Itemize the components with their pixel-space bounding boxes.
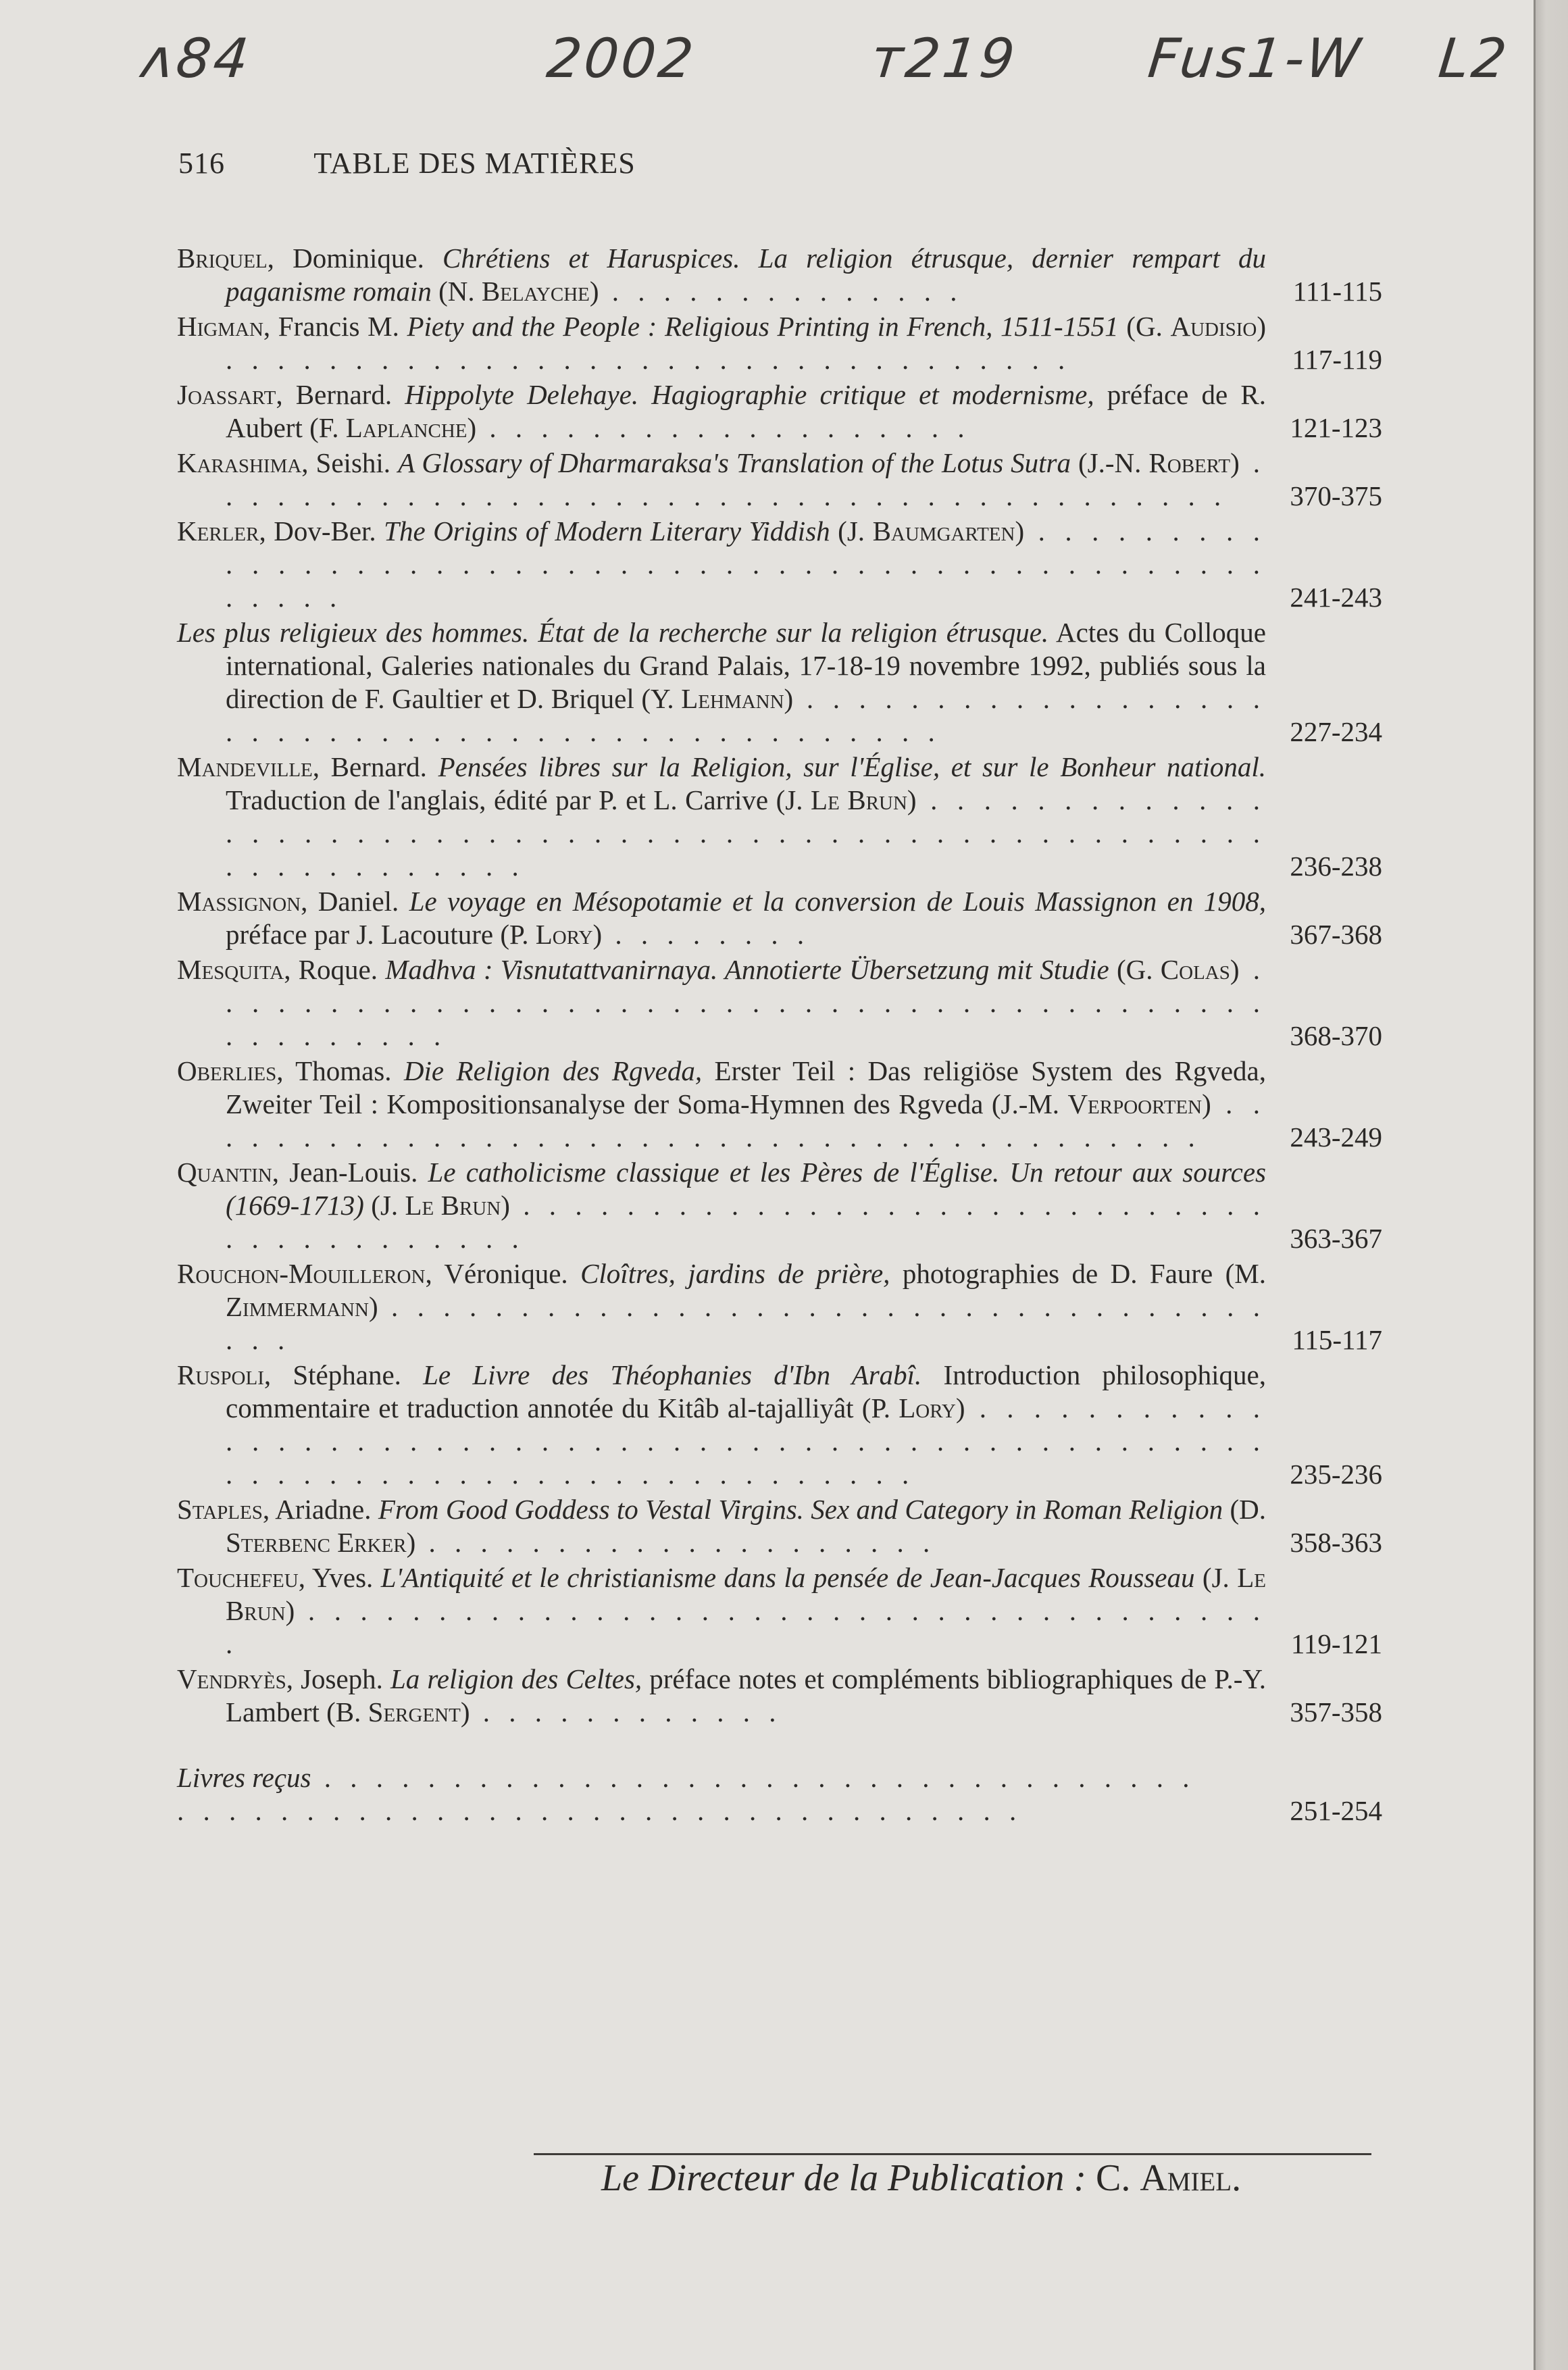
entry-reviewer: Sterbenc Erker	[226, 1527, 407, 1558]
entry-tail: photographies de D. Faure (M.	[890, 1258, 1267, 1289]
entry-reviewer: Lory	[535, 919, 593, 950]
entry-reviewer: Zimmermann	[226, 1291, 369, 1322]
toc-entry	[177, 1561, 1382, 1661]
entry-leader: . . . . . . . . . . . . . . . . . . . . . . . . . . . . . . . . . . . . . . . . . . . . . . . . . . . . . . . . . . . . . . . . . . . . . . . . . . . . . .	[226, 1392, 1266, 1490]
entry-author-rest: , Véronique.	[425, 1258, 581, 1289]
entry-title: Hippolyte Delehaye. Hagiographie critique et modernisme,	[405, 379, 1094, 410]
entry-author: Mandeville	[177, 751, 313, 782]
toc-entry	[177, 616, 1382, 749]
entry-text	[177, 885, 1266, 951]
handwritten-mark-3: ᴛ219	[868, 27, 1021, 90]
entry-close: )	[460, 1696, 470, 1728]
entry-title: La religion des Celtes,	[390, 1663, 642, 1694]
entry-reviewer: Le Brun	[226, 1562, 1266, 1626]
entry-text	[177, 1663, 1266, 1729]
director-label: Le Directeur de la Publication :	[601, 2157, 1086, 2199]
entry-close: )	[907, 784, 917, 815]
page-title: TABLE DES MATIÈRES	[313, 147, 636, 180]
toc-entry	[177, 515, 1382, 614]
entry-tail: préface par J. Lacouture (P.	[226, 919, 536, 950]
entry-author-rest: , Francis M.	[263, 311, 407, 342]
entry-close: )	[467, 412, 477, 443]
toc-entry	[177, 310, 1382, 376]
entry-title: Die Religion des Rgveda,	[403, 1055, 703, 1086]
entry-leader: . . . . . . . . . . . . . . . . . . . . . . . . . . . . . . . . . . . . . . . . . . . . . . . . . .	[226, 954, 1267, 1051]
entry-author-rest: , Bernard.	[276, 379, 405, 410]
entry-close: )	[1015, 515, 1025, 547]
entry-author-rest: , Roque.	[284, 954, 386, 985]
toc-entry	[177, 1359, 1382, 1491]
director-name: Amiel.	[1140, 2157, 1242, 2199]
entry-leader: . . . . . . . . . . . . . . . . . . . . . . . . . . . . . . . . . . . . . .	[226, 1595, 1266, 1659]
entry-tail: (N.	[431, 276, 482, 307]
entry-author-rest: , Dominique.	[267, 243, 443, 274]
entry-pages: 357-358	[1290, 1696, 1382, 1728]
entry-pages: 119-121	[1290, 1628, 1382, 1659]
entry-title: Madhva : Visnutattvanirnaya. Annotierte Übersetzung mit Studie	[385, 954, 1109, 985]
entry-author: Staples	[177, 1494, 263, 1525]
entry-text	[177, 447, 1266, 513]
entry-text	[177, 1156, 1266, 1255]
entry-text	[177, 242, 1266, 308]
entry-title: The Origins of Modern Literary Yiddish	[384, 515, 830, 547]
entry-author-rest: , Yves.	[298, 1562, 381, 1593]
entry-pages: 117-119	[1292, 344, 1382, 375]
toc-entry	[177, 242, 1382, 308]
entry-author-rest: , Daniel.	[301, 886, 409, 917]
entry-title: Le voyage en Mésopotamie et la conversion de Louis Massignon en 1908,	[409, 886, 1266, 917]
entry-leader: . . . . . . . . . . . .	[470, 1696, 782, 1728]
entry-author-rest: , Dov-Ber.	[259, 515, 384, 547]
entry-title: Pensées libres sur la Religion, sur l'Église, et sur le Bonheur national.	[438, 751, 1266, 782]
entry-tail: (J.	[1194, 1562, 1238, 1593]
entry-text	[177, 751, 1266, 883]
entry-close: )	[285, 1595, 295, 1626]
toc-entry	[177, 378, 1382, 445]
entry-leader: . . . . . . . . . . . . . . . . . . . . . . . . . . . . . . . . . . . . .	[226, 1291, 1266, 1355]
entry-text	[177, 1359, 1266, 1491]
entry-text	[177, 515, 1266, 614]
entry-leader: . . . . . . . . . . . . . . . . . . . . . . . . . . . . . . . . . . . . . . . . . . . . . . . . . . . . . . . . . . . . . . . . .	[226, 784, 1266, 882]
toc-entry	[177, 751, 1382, 883]
entry-leader: . . . . . . . . . . . . . . . . . . . . . . . . . . . . . . . . .	[226, 344, 1071, 375]
toc-entry	[177, 885, 1382, 951]
entry-author: Joassart	[177, 379, 276, 410]
entry-close: )	[592, 919, 603, 950]
entry-text	[177, 310, 1266, 376]
entry-pages: 121-123	[1290, 412, 1382, 443]
entry-author-rest: , Stéphane.	[263, 1359, 424, 1390]
page-number: 516	[178, 147, 225, 180]
entry-reviewer: Le Brun	[405, 1190, 501, 1221]
entry-close: )	[406, 1527, 416, 1558]
entry-title: Le Livre des Théophanies d'Ibn Arabî.	[423, 1359, 922, 1390]
entry-pages: 111-115	[1292, 276, 1382, 307]
entry-close: )	[1257, 311, 1267, 342]
entry-tail: Introduction philosophique, commentaire et traduction annotée du Kitâb al-tajalliyât (P.	[226, 1359, 1266, 1423]
entry-close: )	[368, 1291, 378, 1322]
toc-entry	[177, 953, 1382, 1053]
entry-close: )	[1230, 447, 1240, 478]
entry-author-rest: , Joseph.	[286, 1663, 390, 1694]
entry-pages: 115-117	[1292, 1324, 1382, 1355]
entry-title: L'Antiquité et le christianisme dans la pensée de Jean-Jacques Rousseau	[380, 1562, 1195, 1593]
entry-reviewer: Audisio	[1170, 311, 1257, 342]
entry-author-rest: , Thomas.	[276, 1055, 404, 1086]
entry-tail: Actes du Colloque international, Galeries nationales du Grand Palais, 17-18-19 novembre 1992, publiés sous la direction de F. Gaultier et D. Briquel (Y.	[226, 617, 1266, 714]
toc-entry	[177, 447, 1382, 513]
entry-close: )	[784, 683, 794, 714]
toc-entry	[177, 1055, 1382, 1154]
table-of-contents	[177, 242, 1382, 1827]
entry-tail: préface notes et compléments bibliographiques de P.-Y. Lambert (B.	[226, 1663, 1266, 1728]
received-books-entry	[177, 1761, 1382, 1827]
entry-reviewer: Colas	[1160, 954, 1230, 985]
entry-tail: Traduction de l'anglais, édité par P. et L. Carrive (J.	[226, 784, 811, 815]
entry-reviewer: Verpoorten	[1067, 1088, 1203, 1119]
entry-author: Ruspoli	[177, 1359, 264, 1390]
toc-entry	[177, 1156, 1382, 1255]
entry-pages: 241-243	[1290, 582, 1382, 613]
entry-leader: . . . . . . . . . . . . . . . . . . . . . . . . . . . . . . . . . . . . . . . . .	[226, 1190, 1267, 1254]
entry-tail: (J.-N.	[1071, 447, 1149, 478]
entry-tail: (J.	[830, 515, 873, 547]
received-pages: 251-254	[1290, 1795, 1382, 1826]
entry-reviewer: Le Brun	[811, 784, 907, 815]
entry-title: From Good Goddess to Vestal Virgins. Sex and Category in Roman Religion	[378, 1494, 1223, 1525]
entry-tail: Erster Teil : Das religiöse System des Rgveda, Zweiter Teil : Kompositionsanalyse der Soma-Hymnen des Rgveda (J.-M.	[226, 1055, 1266, 1119]
entry-tail: préface de R. Aubert (F.	[226, 379, 1266, 443]
entry-close: )	[589, 276, 599, 307]
entry-author: Oberlies	[177, 1055, 277, 1086]
entry-pages: 370-375	[1290, 480, 1382, 511]
entry-close: )	[1202, 1088, 1211, 1119]
entry-leader: . . . . . . . . . . . . . . . . . . .	[476, 412, 971, 443]
entry-close: )	[1230, 954, 1240, 985]
entry-text	[177, 378, 1266, 445]
entry-author: Touchefeu	[177, 1562, 299, 1593]
handwritten-mark-1: ᴧ84	[138, 27, 255, 90]
entry-text	[177, 616, 1266, 749]
received-leader: . . . . . . . . . . . . . . . . . . . . . . . . . . . . . . . . . . . . . . . . . . . . . . . . . . . . . . . . . . . . . . . . . . .	[177, 1762, 1196, 1826]
entry-text	[177, 1493, 1266, 1559]
entry-reviewer: Baumgarten	[872, 515, 1015, 547]
entry-title: Chrétiens et Haruspices. La religion étrusque, dernier rempart du paganisme romain	[226, 243, 1266, 307]
entry-title: Les plus religieux des hommes. État de la recherche sur la religion étrusque.	[177, 617, 1049, 648]
footer-rule	[534, 2153, 1371, 2155]
entry-close: )	[501, 1190, 510, 1221]
entry-author: Rouchon-Mouilleron	[177, 1258, 426, 1289]
page-edge	[1534, 0, 1568, 2370]
entry-leader: . . . . . . . . . . . . . .	[599, 276, 963, 307]
entry-author-rest: , Jean-Louis.	[272, 1157, 428, 1188]
entry-pages: 227-234	[1290, 716, 1382, 747]
director-initial: C.	[1096, 2157, 1131, 2199]
entry-text	[177, 1257, 1266, 1357]
entry-close: )	[955, 1392, 965, 1423]
entry-author-rest: , Ariadne.	[262, 1494, 378, 1525]
entry-pages: 235-236	[1290, 1459, 1382, 1490]
entry-title: A Glossary of Dharmaraksa's Translation of the Lotus Sutra	[398, 447, 1071, 478]
entry-reviewer: Sergent	[368, 1696, 461, 1728]
handwritten-mark-4: Fus1-W	[1145, 27, 1366, 90]
entry-author-rest: , Bernard.	[312, 751, 438, 782]
entry-pages: 368-370	[1290, 1020, 1382, 1051]
entry-pages: 367-368	[1290, 919, 1382, 950]
entry-reviewer: Lory	[899, 1392, 956, 1423]
toc-entry	[177, 1663, 1382, 1729]
entry-author: Quantin	[177, 1157, 272, 1188]
entry-tail: (G.	[1109, 954, 1161, 985]
entry-pages: 363-367	[1290, 1223, 1382, 1254]
entry-author: Briquel	[177, 243, 268, 274]
entry-reviewer: Lehmann	[681, 683, 784, 714]
entry-tail: (J.	[363, 1190, 405, 1221]
entry-pages: 358-363	[1290, 1527, 1382, 1558]
entry-title: Le catholicisme classique et les Pères de l'Église. Un retour aux sources (1669-1713)	[226, 1157, 1266, 1221]
entry-leader: . . . . . . . . . . . . . . . . . . . . . . . . . . . . . . . . . . . . . . . . . . . . . .	[226, 683, 1266, 747]
entry-text	[177, 1055, 1266, 1154]
entry-text	[177, 953, 1266, 1053]
received-label: Livres reçus	[177, 1762, 311, 1793]
entry-author: Kerler	[177, 515, 259, 547]
entry-text	[177, 1561, 1266, 1661]
entry-reviewer: Laplanche	[345, 412, 467, 443]
handwritten-mark-5: L2	[1436, 27, 1513, 90]
toc-entry	[177, 1493, 1382, 1559]
entry-reviewer: Robert	[1148, 447, 1231, 478]
publication-director	[601, 2157, 1241, 2200]
handwritten-mark-2: 2002	[544, 27, 699, 90]
entry-author: Vendryès	[177, 1663, 286, 1694]
entry-leader: . . . . . . . . . . . . . . . . . . . . . . . . . . . . . . . . . . . . . . . .	[226, 447, 1266, 511]
toc-entry	[177, 1257, 1382, 1357]
entry-author-rest: , Seishi.	[301, 447, 399, 478]
entry-author: Mesquita	[177, 954, 284, 985]
entry-title: Cloîtres, jardins de prière,	[580, 1258, 890, 1289]
entry-author: Higman	[177, 311, 263, 342]
entry-pages: 243-249	[1290, 1121, 1382, 1153]
entry-leader: . . . . . . . . . . . . . . . . . . . .	[415, 1527, 936, 1558]
entry-tail: (G.	[1118, 311, 1171, 342]
entry-author: Massignon	[177, 886, 301, 917]
entry-reviewer: Belayche	[481, 276, 590, 307]
entry-title: Piety and the People : Religious Printing in French, 1511-1551	[407, 311, 1119, 342]
entry-leader: . . . . . . . . . . . . . . . . . . . . . . . . . . . . . . . . . . . . . . . .	[226, 1088, 1267, 1153]
entry-author: Karashima	[177, 447, 302, 478]
entry-leader: . . . . . . . .	[602, 919, 811, 950]
entry-tail: (D.	[1223, 1494, 1266, 1525]
entry-pages: 236-238	[1290, 851, 1382, 882]
entry-leader: . . . . . . . . . . . . . . . . . . . . . . . . . . . . . . . . . . . . . . . . . . . . . . . . . . . . . .	[226, 515, 1267, 613]
running-head	[178, 146, 636, 180]
